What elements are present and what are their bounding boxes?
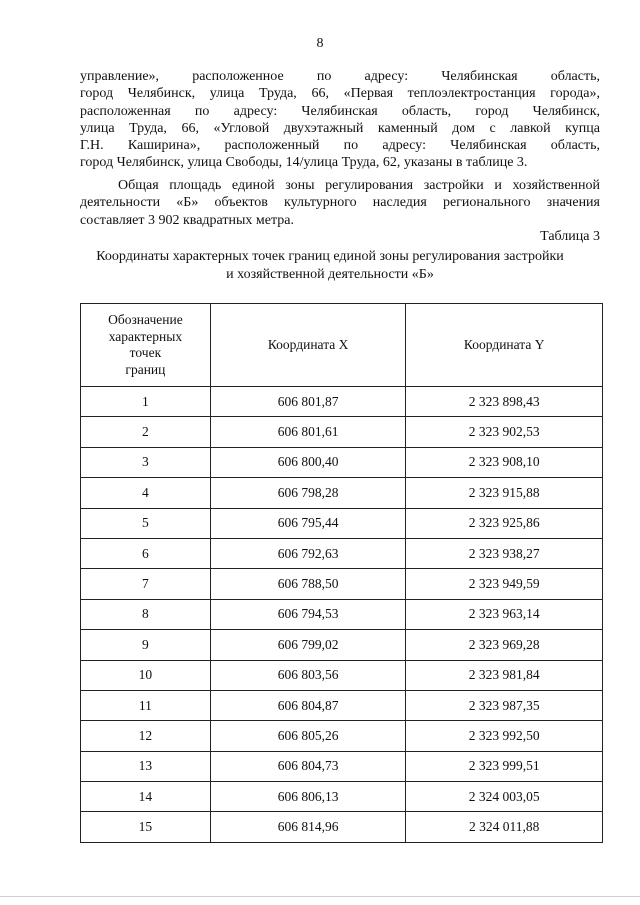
cell-point-number: 13 xyxy=(81,751,211,781)
paragraph-line: город Челябинск, улица Труда, 66, «Первая теплоэлектростанция города», xyxy=(80,86,600,102)
cell-coordinate-x: 606 788,50 xyxy=(210,569,406,599)
table-row xyxy=(81,630,603,660)
header-line: характерных xyxy=(108,328,183,344)
cell-coordinate-x: 606 795,44 xyxy=(210,508,406,538)
cell-point-number: 11 xyxy=(81,690,211,720)
table-header-row xyxy=(81,304,603,387)
table-row xyxy=(81,417,603,447)
cell-point-number: 7 xyxy=(81,569,211,599)
cell-coordinate-y: 2 323 987,35 xyxy=(406,690,603,720)
paragraph-area xyxy=(80,177,600,229)
table-row xyxy=(81,508,603,538)
cell-point-number: 10 xyxy=(81,660,211,690)
table-title-line: Координаты характерных точек границ единой зоны регулирования застройки xyxy=(96,249,564,264)
paragraph-line: расположенная по адресу: Челябинская область, город Челябинск, xyxy=(80,103,600,119)
table-label: Таблица 3 xyxy=(540,229,600,244)
cell-coordinate-x: 606 794,53 xyxy=(210,599,406,629)
paragraph-line: составляет 3 902 квадратных метра. xyxy=(80,212,294,228)
cell-coordinate-y: 2 323 898,43 xyxy=(406,387,603,417)
table-row xyxy=(81,599,603,629)
table-row xyxy=(81,538,603,568)
page-number: 8 xyxy=(316,36,324,51)
table-row xyxy=(81,782,603,812)
cell-coordinate-y: 2 323 938,27 xyxy=(406,538,603,568)
cell-coordinate-x: 606 798,28 xyxy=(210,478,406,508)
table-row xyxy=(81,387,603,417)
table-row xyxy=(81,478,603,508)
cell-coordinate-x: 606 801,87 xyxy=(210,387,406,417)
header-line: точек xyxy=(129,345,162,360)
cell-coordinate-x: 606 803,56 xyxy=(210,660,406,690)
cell-point-number: 9 xyxy=(81,630,211,660)
cell-coordinate-y: 2 323 981,84 xyxy=(406,660,603,690)
header-line: границ xyxy=(125,361,166,377)
cell-coordinate-y: 2 324 003,05 xyxy=(406,782,603,812)
cell-point-number: 12 xyxy=(81,721,211,751)
header-coordinate-y: Координата Y xyxy=(406,304,603,387)
paragraph-line: улица Труда, 66, «Угловой двухэтажный каменный дом с лавкой купца xyxy=(80,120,600,136)
cell-point-number: 2 xyxy=(81,417,211,447)
cell-coordinate-y: 2 323 902,53 xyxy=(406,417,603,447)
cell-coordinate-x: 606 814,96 xyxy=(210,812,406,842)
cell-coordinate-y: 2 323 969,28 xyxy=(406,630,603,660)
cell-point-number: 14 xyxy=(81,782,211,812)
cell-coordinate-y: 2 323 949,59 xyxy=(406,569,603,599)
table-row xyxy=(81,690,603,720)
cell-coordinate-x: 606 804,87 xyxy=(210,690,406,720)
cell-coordinate-x: 606 800,40 xyxy=(210,447,406,477)
cell-coordinate-y: 2 323 908,10 xyxy=(406,447,603,477)
cell-coordinate-y: 2 324 011,88 xyxy=(406,812,603,842)
table-row xyxy=(81,569,603,599)
cell-point-number: 3 xyxy=(81,447,211,477)
cell-coordinate-y: 2 323 925,86 xyxy=(406,508,603,538)
cell-coordinate-y: 2 323 963,14 xyxy=(406,599,603,629)
cell-coordinate-y: 2 323 999,51 xyxy=(406,751,603,781)
page-bottom-divider xyxy=(0,896,640,897)
paragraph-line: управление», расположенное по адресу: Челябинская область, xyxy=(80,69,600,84)
cell-point-number: 1 xyxy=(81,387,211,417)
paragraph-line: деятельности «Б» объектов культурного наследия регионального значения xyxy=(80,195,600,211)
table-row xyxy=(81,751,603,781)
cell-point-number: 5 xyxy=(81,508,211,538)
cell-point-number: 8 xyxy=(81,599,211,629)
table-row xyxy=(81,447,603,477)
cell-coordinate-y: 2 323 915,88 xyxy=(406,478,603,508)
cell-point-number: 6 xyxy=(81,538,211,568)
cell-coordinate-x: 606 806,13 xyxy=(210,782,406,812)
cell-coordinate-x: 606 799,02 xyxy=(210,630,406,660)
cell-coordinate-x: 606 792,63 xyxy=(210,538,406,568)
cell-coordinate-x: 606 804,73 xyxy=(210,751,406,781)
cell-point-number: 4 xyxy=(81,478,211,508)
paragraph-line: Г.Н. Каширина», расположенный по адресу: Челябинская область, xyxy=(80,138,600,154)
coordinates-table xyxy=(80,303,603,843)
header-point-designation xyxy=(81,304,211,387)
header-coordinate-x: Координата X xyxy=(210,304,406,387)
table-body xyxy=(81,387,603,843)
paragraph-line: Общая площадь единой зоны регулирования застройки и хозяйственной xyxy=(118,178,600,193)
paragraph-line: город Челябинск, улица Свободы, 14/улица Труда, 62, указаны в таблице 3. xyxy=(80,155,528,171)
cell-coordinate-x: 606 805,26 xyxy=(210,721,406,751)
header-line: Обозначение xyxy=(108,312,183,327)
cell-point-number: 15 xyxy=(81,812,211,842)
table-row xyxy=(81,721,603,751)
table-row xyxy=(81,812,603,842)
table-title-line: и хозяйственной деятельности «Б» xyxy=(226,267,434,282)
table-row xyxy=(81,660,603,690)
paragraph-addresses xyxy=(80,68,600,172)
cell-coordinate-y: 2 323 992,50 xyxy=(406,721,603,751)
table-title xyxy=(60,248,600,284)
cell-coordinate-x: 606 801,61 xyxy=(210,417,406,447)
